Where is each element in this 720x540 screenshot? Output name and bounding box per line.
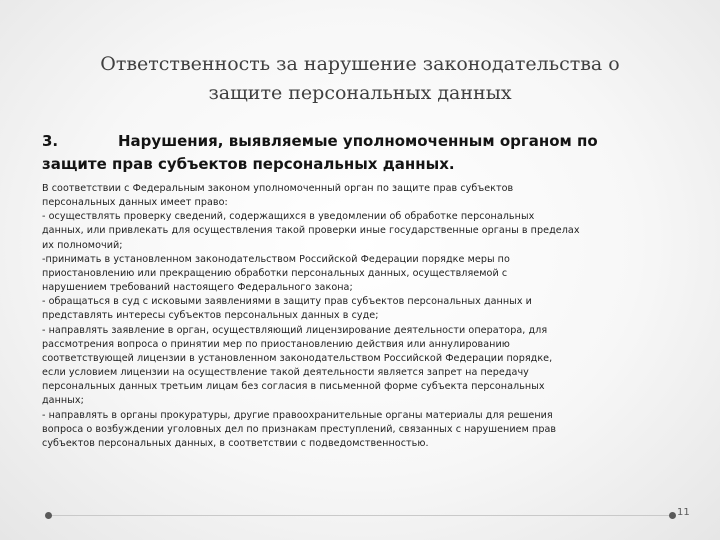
slide-title-line-2: защите персональных данных	[208, 82, 512, 104]
body-line: данных;	[42, 395, 84, 407]
footer-divider	[48, 515, 673, 516]
body-line: их полномочий;	[42, 239, 123, 251]
body-line: персональных данных третьим лицам без согласия в письменной форме субъекта персональных	[42, 381, 545, 393]
section-heading-line-1: Нарушения, выявляемые уполномоченным органом по	[118, 132, 598, 150]
body-line: - направлять в органы прокуратуры, другие правоохранительные органы материалы для решения	[42, 409, 553, 421]
body-line: субъектов персональных данных, в соответствии с подведомственностью.	[42, 437, 429, 449]
body-line: если условием лицензии на осуществление такой деятельности является запрет на передачу	[42, 367, 529, 379]
slide-title	[40, 50, 680, 108]
slide-title-line-1: Ответственность за нарушение законодательства о	[100, 53, 620, 75]
body-line: В соответствии с Федеральным законом уполномоченный орган по защите прав субъектов	[42, 183, 514, 194]
body-line: соответствующей лицензии в установленном законодательством Российской Федерации порядке,	[42, 352, 553, 364]
body-line: - осуществлять проверку сведений, содержащихся в уведомлении об обработке персональных	[42, 211, 535, 223]
footer-dot-right-icon	[669, 512, 676, 519]
body-line: вопроса о возбуждении уголовных дел по признакам преступлений, связанных с нарушением прав	[42, 423, 557, 435]
body-line: приостановлению или прекращению обработки персональных данных, осуществляемой с	[42, 267, 508, 279]
body-line: персональных данных имеет право:	[42, 197, 228, 209]
section-heading-line-2: защите прав субъектов персональных данных.	[42, 155, 455, 173]
body-line: данных, или привлекать для осуществления такой проверки иные государственные органы в пределах	[42, 225, 580, 237]
body-text	[42, 182, 682, 451]
section-number: 3.	[42, 132, 59, 150]
section-heading	[42, 130, 682, 176]
body-line: рассмотрения вопроса о принятии мер по приостановлению действия или аннулированию	[42, 338, 510, 350]
page-number: 11	[677, 507, 690, 518]
body-line: - обращаться в суд с исковыми заявлениями в защиту прав субъектов персональных данных и	[42, 296, 532, 308]
body-line: нарушением требований настоящего Федерального закона;	[42, 282, 353, 294]
footer-dot-left-icon	[45, 512, 52, 519]
body-line: - направлять заявление в орган, осуществляющий лицензирование деятельности оператора, для	[42, 324, 548, 336]
body-line: -принимать в установленном законодательством Российской Федерации порядке меры по	[42, 253, 510, 265]
body-line: представлять интересы субъектов персональных данных в суде;	[42, 310, 379, 322]
